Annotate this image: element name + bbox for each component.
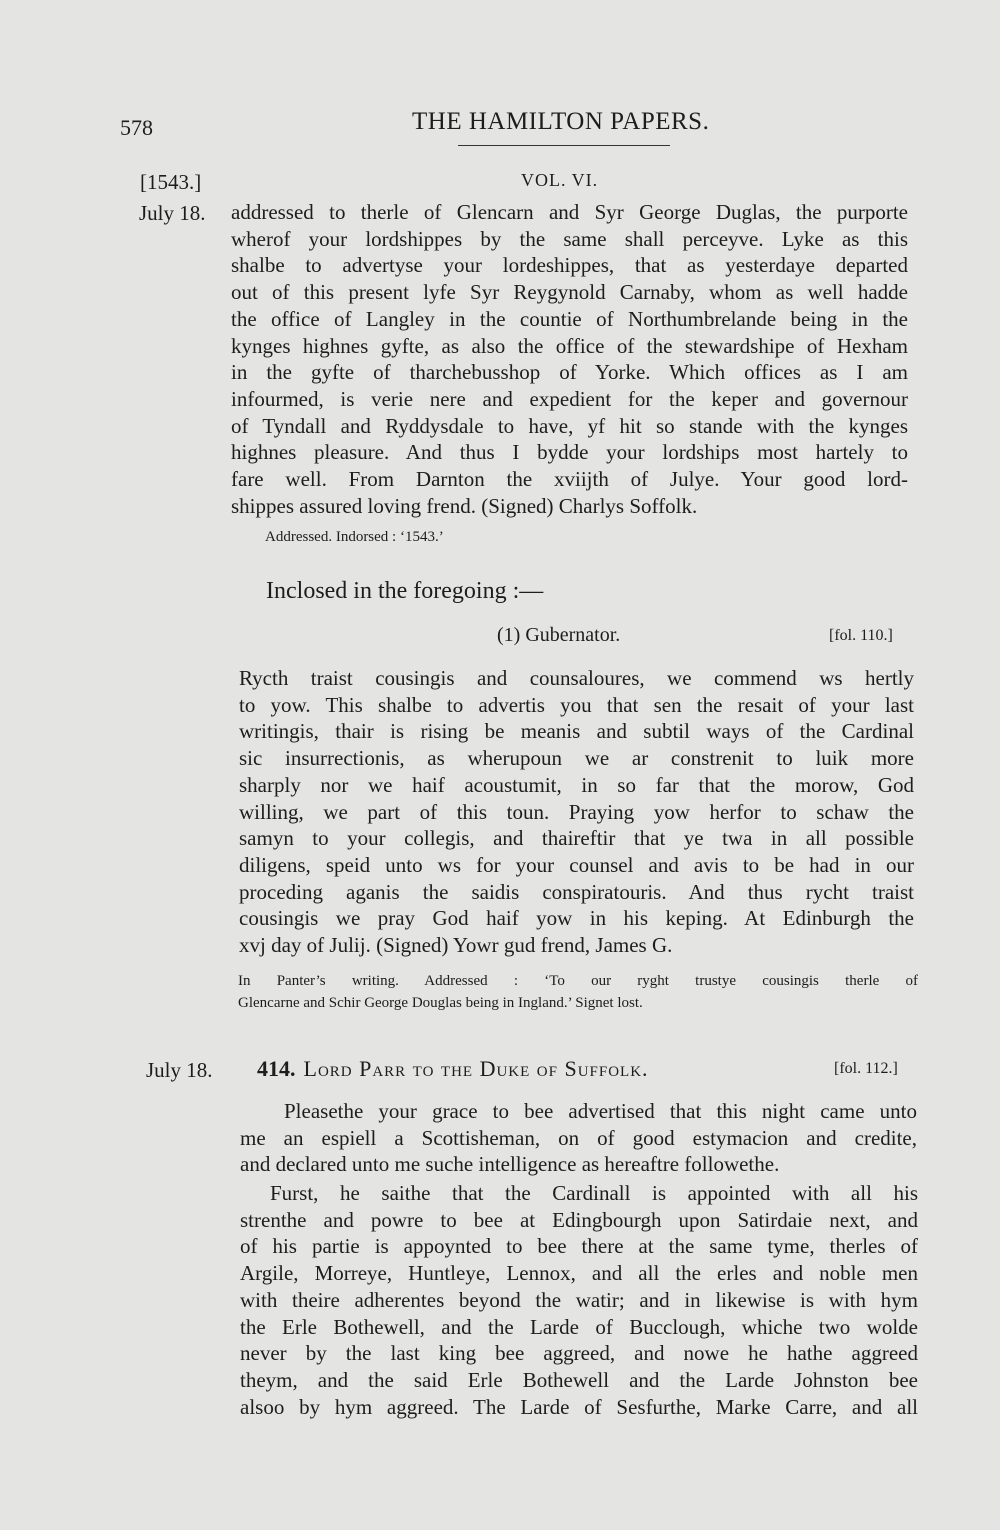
text-line: xvj day of Julij. (Signed) Yowr gud frend, James G. bbox=[239, 933, 673, 958]
text-line: in the gyfte of tharchebusshop of Yorke. Which offices as I am bbox=[231, 360, 908, 385]
text-line: diligens, speid unto ws for your counsel and avis to be had in our bbox=[239, 852, 914, 877]
text-line: Pleasethe your grace to bee advertised that this night came unto bbox=[284, 1099, 917, 1123]
text-line: cousingis we pray God haif yow in his keping. At Edinburgh the bbox=[239, 906, 914, 931]
margin-date: July 18. bbox=[146, 1058, 213, 1082]
enclosure-heading: Inclosed in the foregoing :— bbox=[266, 578, 544, 604]
note-line: In Panter’s writing. Addressed : ‘To our ryght trustye cousingis therle of bbox=[238, 973, 918, 989]
text-line: samyn to your collegis, and thaireftir that ye twa in all possible bbox=[239, 826, 914, 851]
text-line: shalbe to advertyse your lordeshippes, that as yesterdaye departed bbox=[231, 253, 908, 278]
year-margin: [1543.] bbox=[140, 170, 202, 194]
letter-paragraph bbox=[240, 1098, 917, 1178]
folio-reference: [fol. 110.] bbox=[829, 627, 893, 644]
text-line: Rycth traist cousingis and counsaloures, we commend ws hertly bbox=[239, 666, 914, 690]
text-line: Argile, Morreye, Huntleye, Lennox, and all the erles and noble men bbox=[240, 1261, 918, 1286]
text-line: of his partie is appoynted to bee there at the same tyme, therles of bbox=[240, 1234, 918, 1259]
text-line: proceding aganis the saidis conspiratouris. And thus rycht traist bbox=[239, 879, 914, 904]
text-line: kynges highnes gyfte, as also the office of the stewardshipe of Hexham bbox=[231, 333, 908, 358]
text-line: willing, we part of this toun. Praying yow herfor to schaw the bbox=[239, 799, 914, 824]
text-line: highnes pleasure. And thus I bydde your lordships most hartely to bbox=[231, 440, 908, 465]
text-line: the Erle Bothewell, and the Larde of Bucclough, whiche two wolde bbox=[240, 1314, 918, 1339]
entry-number: 414. bbox=[257, 1056, 296, 1081]
address-note: Addressed. Indorsed : ‘1543.’ bbox=[265, 529, 444, 545]
text-line: the office of Langley in the countie of Northumbrelande being in the bbox=[231, 306, 908, 331]
text-line: out of this present lyfe Syr Reygynold Carnaby, whom as well hadde bbox=[231, 280, 908, 305]
text-line: wherof your lordshippes by the same shall perceyve. Lyke as this bbox=[231, 226, 908, 251]
entry-heading bbox=[257, 1056, 649, 1082]
folio-reference: [fol. 112.] bbox=[834, 1060, 898, 1077]
page-number: 578 bbox=[120, 115, 153, 140]
volume-label: VOL. VI. bbox=[521, 170, 599, 190]
note-line: Glencarne and Schir George Douglas being in Ingland.’ Signet lost. bbox=[238, 995, 643, 1011]
text-line: shippes assured loving frend. (Signed) Charlys Soffolk. bbox=[231, 493, 698, 518]
entry-title: Lord Parr to the Duke of Suffolk. bbox=[303, 1056, 649, 1081]
text-line: fare well. From Darnton the xviijth of Julye. Your good lord- bbox=[231, 467, 908, 492]
text-line: sharply nor we haif acoustumit, in so far that the morow, God bbox=[239, 772, 914, 797]
text-line: addressed to therle of Glencarn and Syr George Duglas, the purporte bbox=[231, 200, 908, 224]
text-line: alsoo by hym aggreed. The Larde of Sesfurthe, Marke Carre, and all bbox=[240, 1394, 918, 1419]
text-line: of Tyndall and Ryddysdale to have, yf hit so stande with the kynges bbox=[231, 413, 908, 438]
text-line: sic insurrectionis, as wherupoun we ar constrenit to luik more bbox=[239, 746, 914, 771]
text-line: and declared unto me suche intelligence as hereaftre followethe. bbox=[240, 1152, 780, 1177]
title-rule bbox=[458, 145, 670, 146]
text-line: Furst, he saithe that the Cardinall is appointed with all his bbox=[270, 1181, 918, 1205]
letter-paragraph bbox=[240, 1180, 918, 1420]
text-line: strenthe and powre to bee at Edingbourgh upon Satirdaie next, and bbox=[240, 1207, 918, 1232]
letter-continuation bbox=[231, 199, 908, 519]
enclosure-subtitle: (1) Gubernator. bbox=[497, 624, 621, 646]
text-line: never by the last king bee aggreed, and nowe he hathe aggreed bbox=[240, 1341, 918, 1366]
text-line: theym, and the said Erle Bothewell and the Larde Johnston bee bbox=[240, 1367, 918, 1392]
enclosure-letter bbox=[239, 665, 914, 959]
text-line: to yow. This shalbe to advertis you that sen the resait of your last bbox=[239, 692, 914, 717]
text-line: me an espiell a Scottisheman, on of good estymacion and credite, bbox=[240, 1125, 917, 1150]
text-line: with theire adherentes beyond the watir; and in likewise is with hym bbox=[240, 1287, 918, 1312]
text-line: infourmed, is verie nere and expedient for the keper and governour bbox=[231, 386, 908, 411]
margin-date: July 18. bbox=[139, 201, 206, 225]
enclosure-note bbox=[238, 970, 918, 1014]
running-title: THE HAMILTON PAPERS. bbox=[412, 108, 710, 135]
text-line: writingis, thair is rising be meanis and subtil ways of the Cardinal bbox=[239, 719, 914, 744]
